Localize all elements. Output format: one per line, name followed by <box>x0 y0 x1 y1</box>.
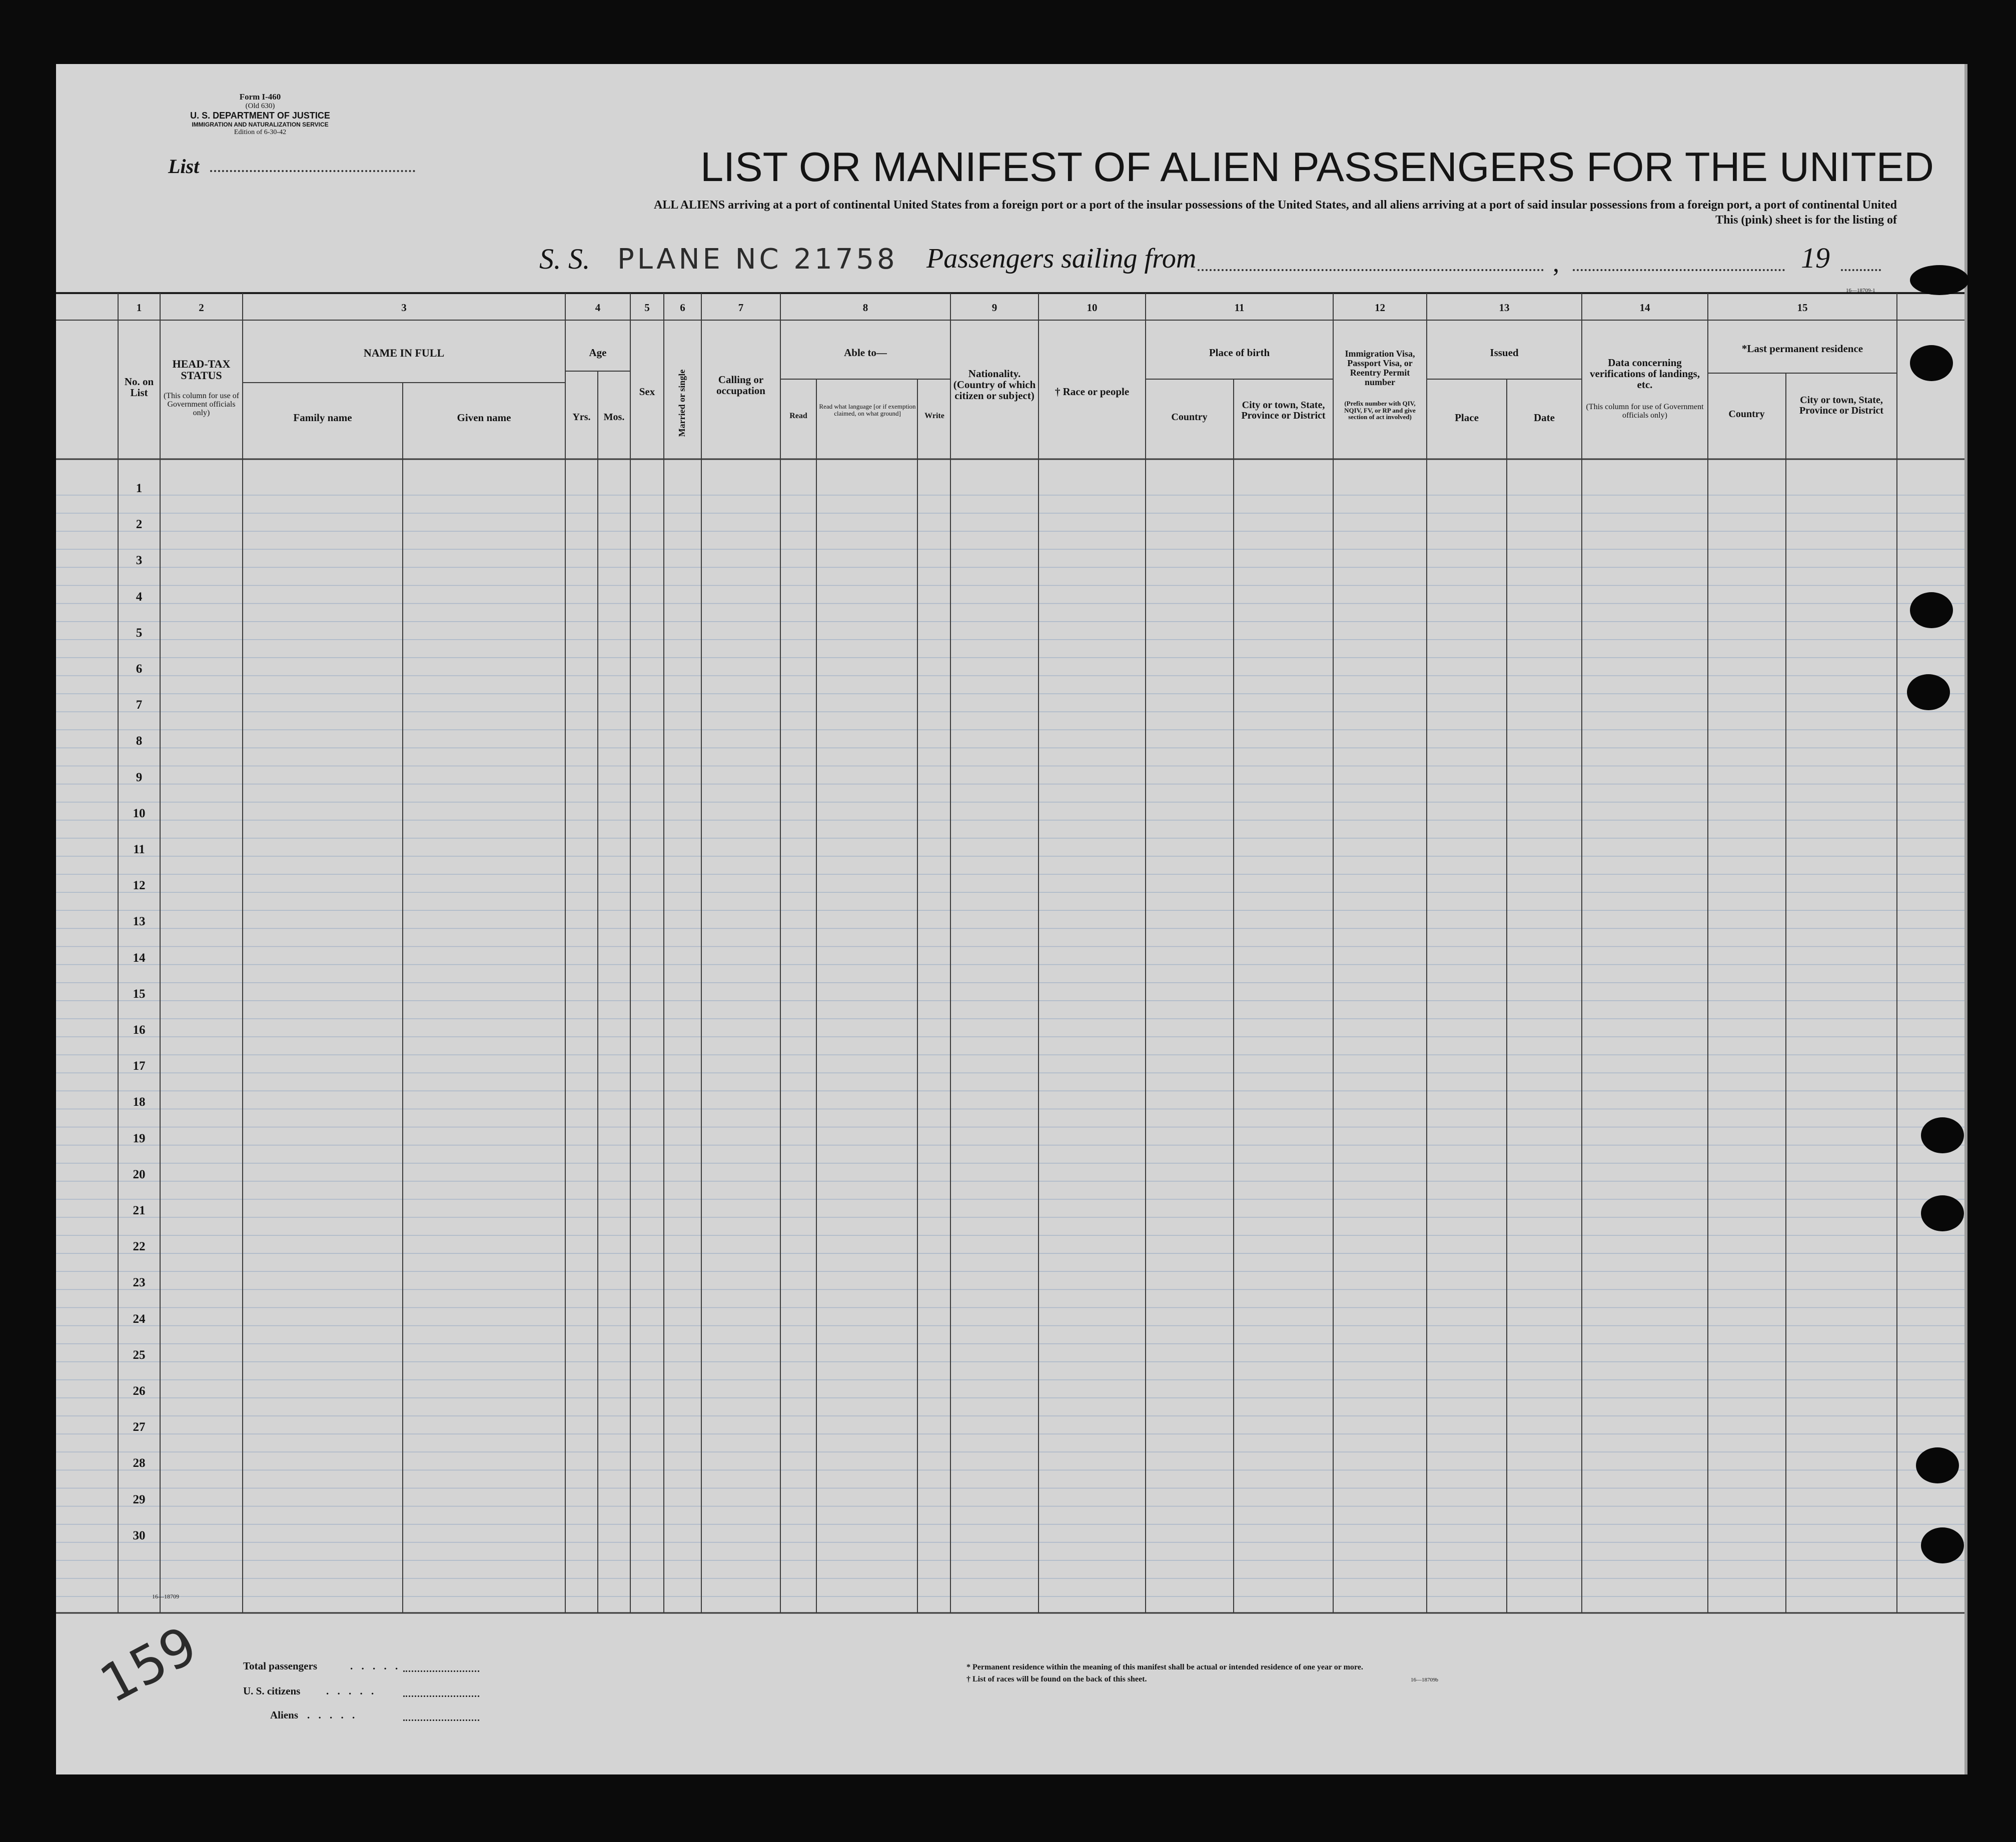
header-last-residence: *Last permanent residence <box>1741 343 1863 355</box>
us-citizens-field[interactable] <box>403 1695 479 1697</box>
header-res-country: Country <box>1728 409 1765 420</box>
row-number: 11 <box>133 843 145 856</box>
page-title: LIST OR MANIFEST OF ALIEN PASSENGERS FOR THE UNITED <box>700 144 1934 190</box>
header-landing-data: Data concerning verifications of landings, etc. <box>1590 357 1700 391</box>
bottom-form-code: 16—18709 <box>152 1593 179 1600</box>
header-sex: Sex <box>639 386 655 398</box>
header-no-on-list: No. on List <box>124 376 154 399</box>
row-number: 7 <box>136 698 143 712</box>
header-landing-note: (This column for use of Government officials only) <box>1586 403 1704 420</box>
header-family-name: Family name <box>293 412 352 424</box>
punch-hole <box>1910 345 1953 381</box>
header-married-single: Married or single <box>677 369 687 437</box>
col-num-11: 11 <box>1234 302 1245 314</box>
row-number: 6 <box>136 662 143 676</box>
col-num-14: 14 <box>1639 302 1650 314</box>
row-number: 23 <box>133 1276 146 1290</box>
sailing-date-field[interactable] <box>1573 269 1785 271</box>
header-calling: Calling or occupation <box>716 374 765 397</box>
ss-label: S. S. <box>539 243 590 275</box>
header-issued: Issued <box>1490 347 1519 359</box>
header-given-name: Given name <box>457 412 511 424</box>
ship-name[interactable]: PLANE NC 21758 <box>617 243 898 276</box>
subtitle-line2: This (pink) sheet is for the listing of <box>1715 214 1897 227</box>
footnote-races: † List of races will be found on the back of this sheet. <box>966 1675 1147 1683</box>
header-birth-city: City or town, State, Province or District <box>1241 400 1326 421</box>
header-write: Write <box>924 412 944 420</box>
row-number: 24 <box>133 1312 146 1326</box>
header-age: Age <box>589 347 607 359</box>
row-number: 1 <box>136 482 143 495</box>
total-passengers-field[interactable] <box>403 1670 479 1672</box>
footnote-residence: * Permanent residence within the meaning of this manifest shall be actual or intended residence of one year or more. <box>966 1663 1363 1671</box>
row-number: 10 <box>133 806 146 820</box>
col-num-2: 2 <box>199 302 204 314</box>
header-visa: Immigration Visa, Passport Visa, or Reentry Permit number <box>1345 349 1415 387</box>
punch-hole <box>1910 592 1953 628</box>
row-number: 2 <box>136 518 143 532</box>
col-num-5: 5 <box>644 302 650 314</box>
header-visa-note: (Prefix number with QIV, NQIV, FV, or RP and give section of act involved) <box>1344 400 1416 421</box>
sailing-port-field[interactable] <box>1198 269 1544 271</box>
header-mos: Mos. <box>603 412 625 423</box>
header-name-in-full: NAME IN FULL <box>363 347 445 359</box>
aliens-leader: . . . . . <box>307 1709 358 1721</box>
row-number: 21 <box>133 1204 146 1217</box>
sailing-label: Passengers sailing from <box>926 243 1197 274</box>
total-passengers-leader: . . . . . <box>350 1660 401 1672</box>
row-number: 5 <box>136 626 143 640</box>
col-num-8: 8 <box>862 302 868 314</box>
row-number: 13 <box>133 915 146 929</box>
total-passengers-label: Total passengers <box>243 1660 317 1672</box>
year-field[interactable] <box>1841 269 1881 271</box>
row-number: 19 <box>133 1131 146 1145</box>
row-number: 30 <box>133 1528 146 1542</box>
row-number: 14 <box>133 951 146 965</box>
header-issued-place: Place <box>1455 412 1479 424</box>
header-issued-date: Date <box>1534 412 1555 424</box>
row-number: 22 <box>133 1240 146 1254</box>
header-birth-country: Country <box>1171 412 1208 423</box>
col-num-15: 15 <box>1797 302 1808 314</box>
header-head-tax: HEAD-TAX STATUS <box>172 358 231 382</box>
service-name: IMMIGRATION AND NATURALIZATION SERVICE <box>192 121 329 128</box>
col-num-12: 12 <box>1375 302 1385 314</box>
row-number: 25 <box>133 1348 146 1362</box>
punch-hole <box>1921 1527 1964 1563</box>
col-num-6: 6 <box>680 302 685 314</box>
punch-hole <box>1910 265 1969 295</box>
row-number: 12 <box>133 879 146 893</box>
row-number: 18 <box>133 1095 146 1109</box>
row-number: 27 <box>133 1420 146 1434</box>
header-read-language: Read what language [or if exemption claimed, on what ground] <box>819 403 916 417</box>
header-read: Read <box>789 412 807 420</box>
list-label: List <box>168 155 200 178</box>
col-num-1: 1 <box>136 302 142 314</box>
header-res-city: City or town, State, Province or District <box>1799 395 1884 416</box>
col-num-10: 10 <box>1087 302 1098 314</box>
handwritten-page-number: 159 <box>90 1614 207 1715</box>
aliens-label: Aliens <box>270 1709 299 1721</box>
row-number: 3 <box>136 554 143 568</box>
row-number: 17 <box>133 1059 146 1073</box>
header-able-to: Able to— <box>844 347 887 359</box>
footnote-code: 16—18709b <box>1411 1677 1438 1683</box>
col-num-4: 4 <box>595 302 601 314</box>
row-number: 20 <box>133 1167 146 1181</box>
row-number: 4 <box>136 590 143 604</box>
col-num-13: 13 <box>1499 302 1510 314</box>
corner-code: 16—18709-1 <box>1846 288 1875 294</box>
edition-date: Edition of 6-30-42 <box>234 129 287 136</box>
row-number: 8 <box>136 734 143 748</box>
header-yrs: Yrs. <box>572 412 591 423</box>
col-num-9: 9 <box>991 302 997 314</box>
department-name: U. S. DEPARTMENT OF JUSTICE <box>190 111 330 121</box>
header-head-tax-note: (This column for use of Government officials only) <box>163 392 240 417</box>
aliens-field[interactable] <box>403 1719 479 1721</box>
year-prefix: 19 <box>1801 242 1830 274</box>
row-number: 9 <box>136 770 143 784</box>
row-number: 15 <box>133 987 146 1001</box>
punch-hole <box>1921 1195 1964 1231</box>
punch-hole <box>1907 674 1950 710</box>
subtitle-line1: ALL ALIENS arriving at a port of continental United States from a foreign port or a port of the insular possessions of the United States, and all aliens arriving at a port of said insular possessions from a foreign port, a port of continental United <box>654 199 1897 212</box>
col-num-7: 7 <box>738 302 744 314</box>
comma: , <box>1553 249 1559 278</box>
header-nationality: Nationality. (Country of which citizen or subject) <box>953 368 1036 402</box>
header-place-of-birth: Place of birth <box>1209 347 1270 359</box>
old-form-number: (Old 630) <box>245 102 275 110</box>
row-number: 26 <box>133 1384 146 1398</box>
row-number: 29 <box>133 1492 146 1506</box>
list-number-field[interactable] <box>210 170 415 172</box>
row-number: 28 <box>133 1456 146 1470</box>
header-race: † Race or people <box>1055 386 1130 398</box>
row-number: 16 <box>133 1023 146 1037</box>
form-number: Form I-460 <box>239 92 281 102</box>
us-citizens-leader: . . . . . <box>326 1685 377 1697</box>
punch-hole <box>1916 1447 1959 1483</box>
us-citizens-label: U. S. citizens <box>243 1685 301 1697</box>
col-num-3: 3 <box>401 302 407 314</box>
punch-hole <box>1921 1117 1964 1153</box>
